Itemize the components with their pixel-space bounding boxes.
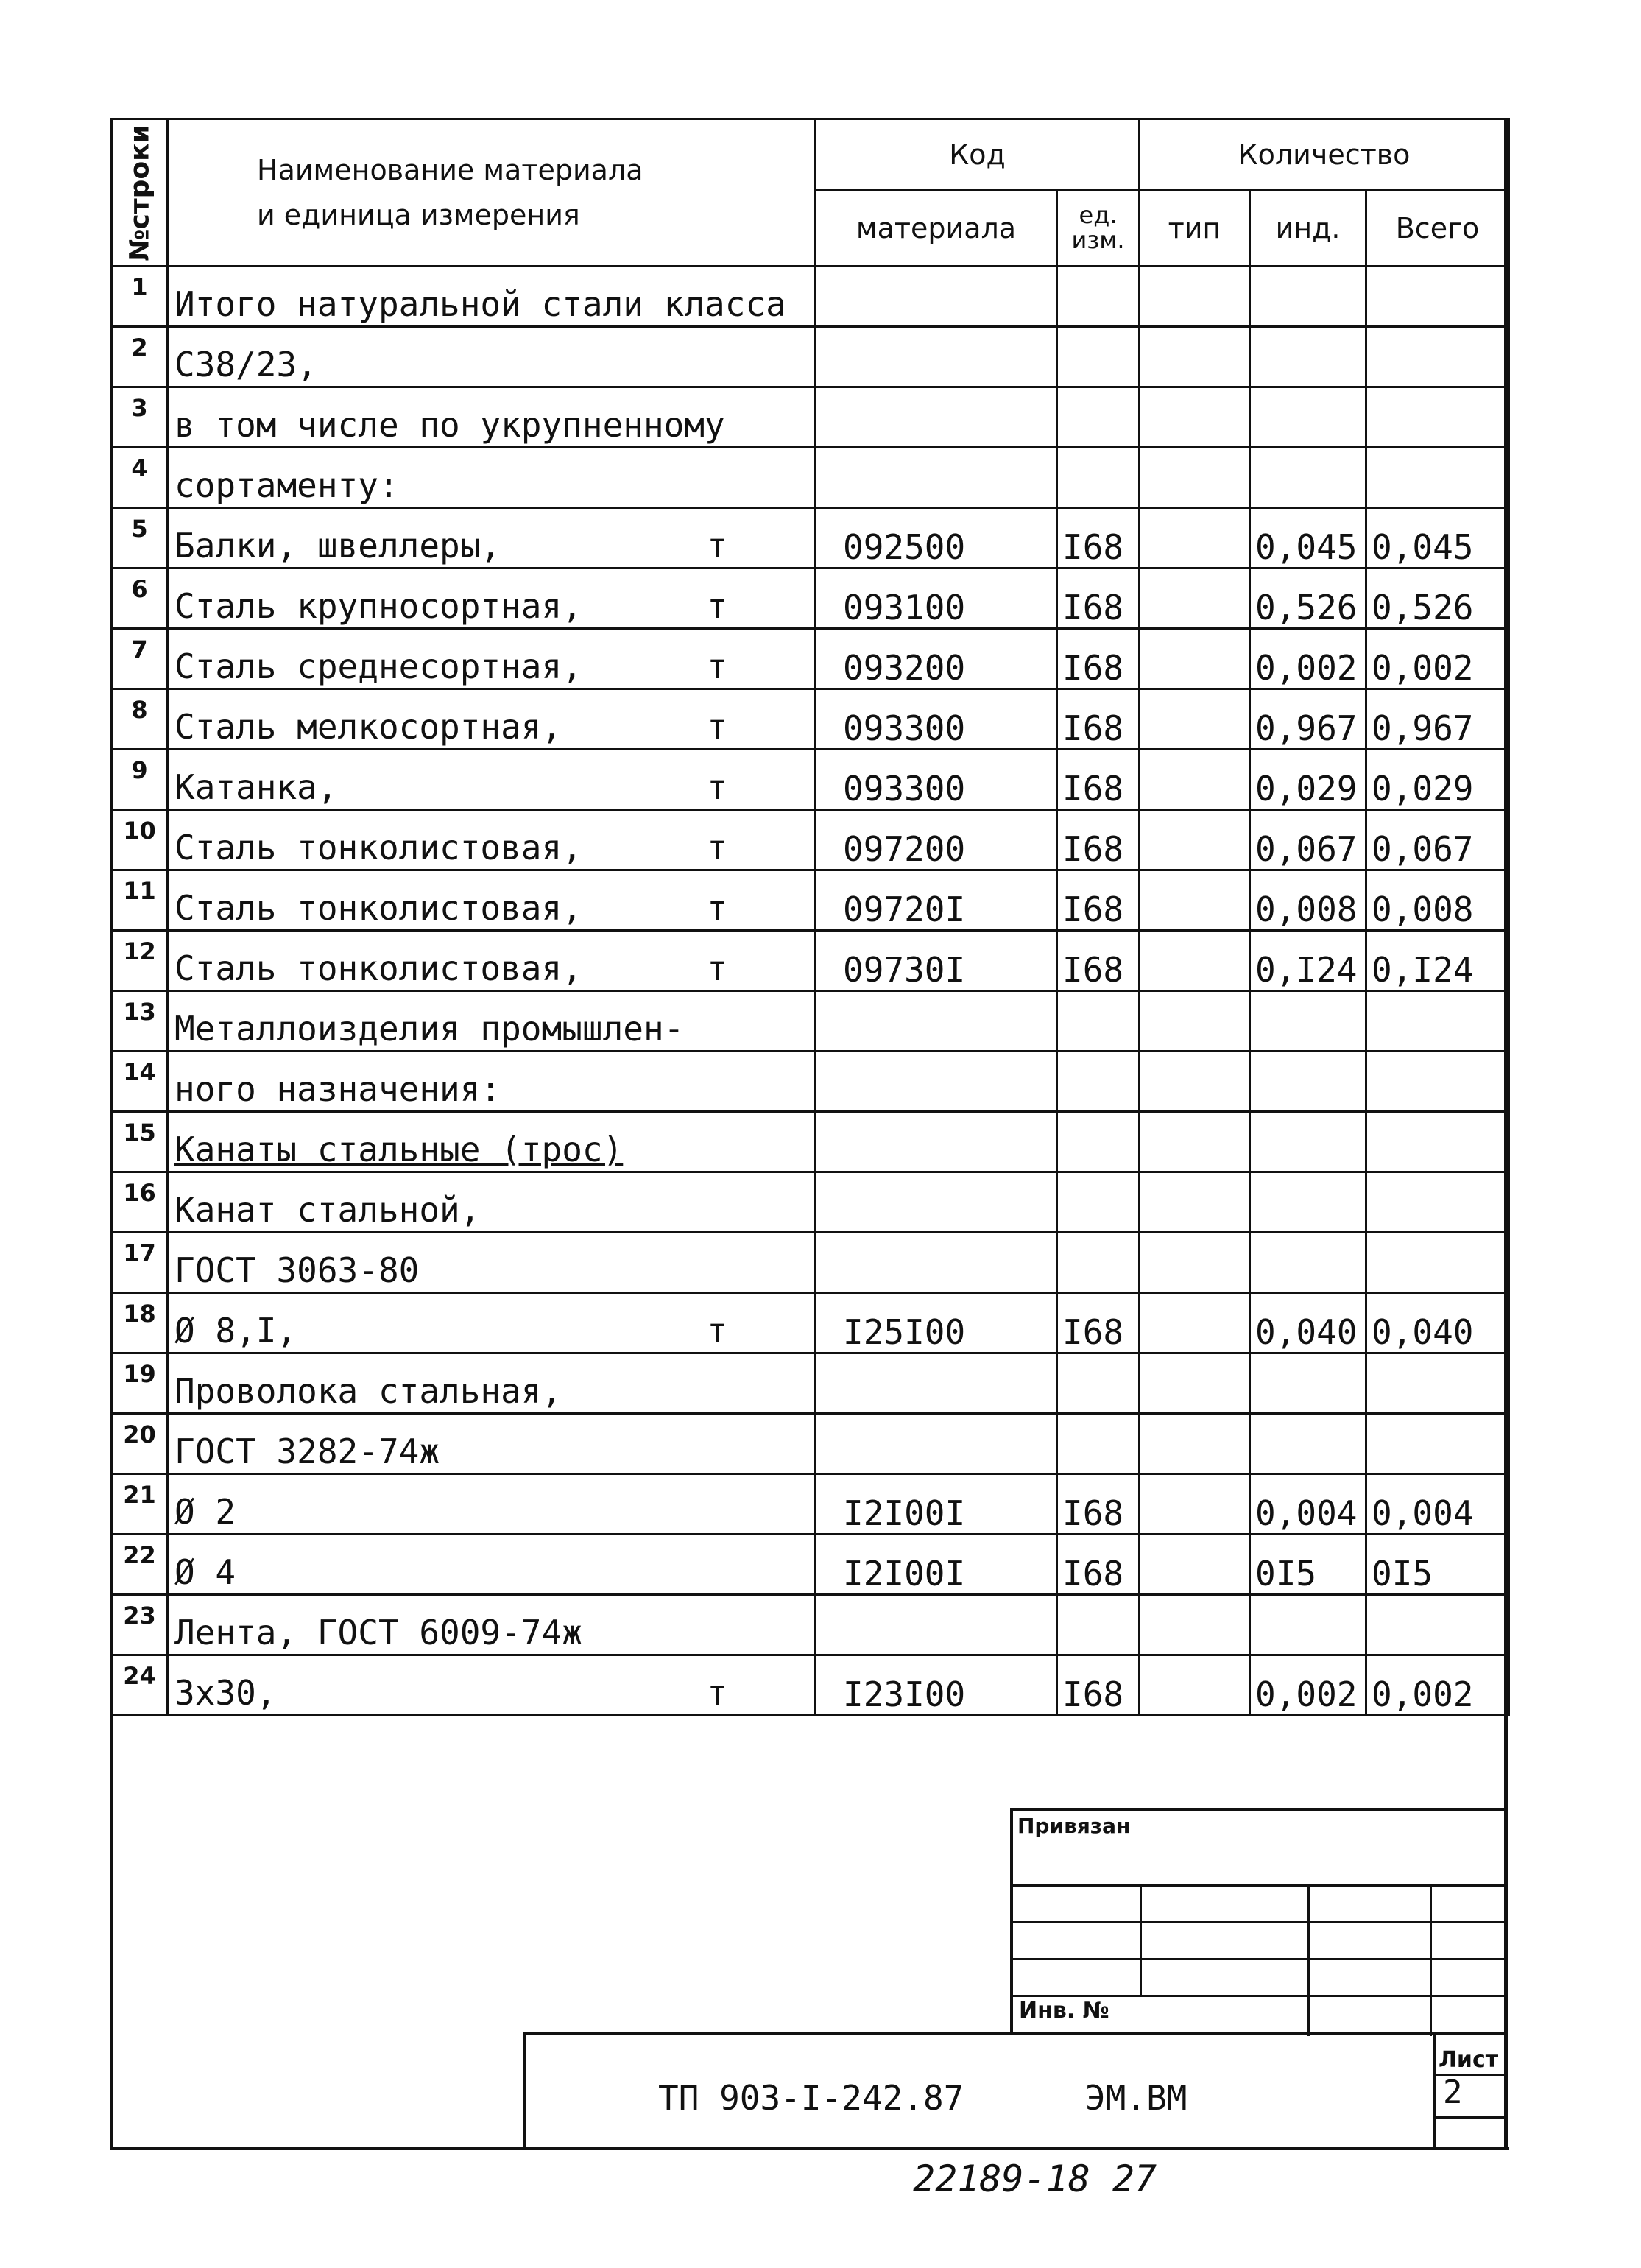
table-row — [112, 267, 1509, 327]
type-quantity — [1140, 508, 1250, 568]
type-quantity — [1140, 1293, 1250, 1353]
total-quantity: 0,008 — [1366, 870, 1509, 931]
bound-block — [1010, 1808, 1504, 2033]
material-name-cell — [168, 810, 816, 870]
individual-quantity: 0,008 — [1250, 870, 1366, 931]
type-quantity — [1140, 327, 1250, 387]
unit-code — [1057, 327, 1140, 387]
total-quantity: 0,004 — [1366, 1474, 1509, 1535]
material-name-cell — [168, 1353, 816, 1414]
total-quantity: 0,002 — [1366, 1655, 1509, 1716]
material-code: 093300 — [816, 689, 1057, 750]
material-name-cell — [168, 508, 816, 568]
unit-code-header: ед. изм. — [1057, 190, 1140, 267]
row-number: 23 — [112, 1595, 168, 1655]
total-quantity — [1366, 1112, 1509, 1172]
individual-quantity — [1250, 448, 1366, 508]
total-quantity: 0,045 — [1366, 508, 1509, 568]
type-header: тип — [1140, 190, 1250, 267]
type-quantity — [1140, 1233, 1250, 1293]
bound-label: Привязан — [1017, 1814, 1131, 1838]
total-quantity: 0I5 — [1366, 1535, 1509, 1595]
material-code — [816, 1595, 1057, 1655]
unit-code: I68 — [1057, 1535, 1140, 1595]
material-name: Сталь среднесортная, — [174, 647, 582, 686]
type-quantity — [1140, 629, 1250, 689]
material-name-header-line2: и единица измерения — [257, 198, 580, 231]
unit-code — [1057, 1052, 1140, 1112]
material-code — [816, 1353, 1057, 1414]
unit-code: I68 — [1057, 1655, 1140, 1716]
total-quantity — [1366, 991, 1509, 1052]
material-code — [816, 1052, 1057, 1112]
individual-quantity: 0,967 — [1250, 689, 1366, 750]
material-name: Сталь тонколистовая, — [174, 828, 582, 867]
material-name: Ø 2 — [174, 1492, 236, 1532]
type-quantity — [1140, 387, 1250, 448]
material-name: Сталь тонколистовая, — [174, 948, 582, 988]
material-code — [816, 991, 1057, 1052]
unit-of-measure: т — [707, 586, 727, 626]
material-name-cell — [168, 1293, 816, 1353]
unit-code — [1057, 991, 1140, 1052]
document-code: ТП 903-I-242.87 — [658, 2078, 964, 2118]
type-quantity — [1140, 870, 1250, 931]
quantity-header: Количество — [1140, 119, 1509, 190]
total-quantity — [1366, 1172, 1509, 1233]
individual-quantity: 0,004 — [1250, 1474, 1366, 1535]
table-row — [112, 387, 1509, 448]
material-code — [816, 267, 1057, 327]
material-name: Катанка, — [174, 767, 338, 807]
row-number: 24 — [112, 1655, 168, 1716]
unit-of-measure: т — [707, 948, 727, 988]
material-name: Сталь мелкосортная, — [174, 707, 562, 747]
material-name-cell — [168, 870, 816, 931]
material-code: I23I00 — [816, 1655, 1057, 1716]
material-name: в том числе по укрупненному — [174, 405, 725, 445]
material-name-cell — [168, 1655, 816, 1716]
row-number: 12 — [112, 931, 168, 991]
unit-code: I68 — [1057, 931, 1140, 991]
table-row — [112, 1233, 1509, 1293]
material-code — [816, 1414, 1057, 1474]
row-number: 21 — [112, 1474, 168, 1535]
material-name-cell — [168, 991, 816, 1052]
individual-quantity — [1250, 267, 1366, 327]
total-quantity: 0,002 — [1366, 629, 1509, 689]
unit-code — [1057, 1595, 1140, 1655]
materials-table — [110, 118, 1510, 1716]
material-name-cell — [168, 327, 816, 387]
individual-quantity — [1250, 1112, 1366, 1172]
material-code — [816, 448, 1057, 508]
material-code: I2I00I — [816, 1535, 1057, 1595]
type-quantity — [1140, 1535, 1250, 1595]
total-quantity — [1366, 267, 1509, 327]
row-number: 6 — [112, 568, 168, 629]
material-code: I2I00I — [816, 1474, 1057, 1535]
individual-quantity — [1250, 1353, 1366, 1414]
type-quantity — [1140, 1474, 1250, 1535]
table-row — [112, 1112, 1509, 1172]
row-number: 16 — [112, 1172, 168, 1233]
material-name-header-line1: Наименование материала — [257, 153, 643, 186]
code-header: Код — [816, 119, 1140, 190]
total-quantity — [1366, 1353, 1509, 1414]
individual-quantity: 0,067 — [1250, 810, 1366, 870]
material-name-cell — [168, 387, 816, 448]
total-quantity — [1366, 1233, 1509, 1293]
material-code: 09720I — [816, 870, 1057, 931]
row-number-header: №строки — [112, 119, 168, 267]
table-row — [112, 931, 1509, 991]
total-quantity — [1366, 387, 1509, 448]
row-number: 14 — [112, 1052, 168, 1112]
row-number: 3 — [112, 387, 168, 448]
footer-number: 22189-18 27 — [913, 2158, 1157, 2200]
material-code: 093100 — [816, 568, 1057, 629]
material-name: Металлоизделия промышлен- — [174, 1009, 685, 1049]
row-number: 17 — [112, 1233, 168, 1293]
type-quantity — [1140, 991, 1250, 1052]
row-number: 9 — [112, 750, 168, 810]
type-quantity — [1140, 689, 1250, 750]
unit-code: I68 — [1057, 750, 1140, 810]
individual-header: инд. — [1250, 190, 1366, 267]
row-number: 10 — [112, 810, 168, 870]
unit-of-measure: т — [707, 888, 727, 928]
row-number: 19 — [112, 1353, 168, 1414]
table-row — [112, 1535, 1509, 1595]
individual-quantity: 0,040 — [1250, 1293, 1366, 1353]
unit-code — [1057, 267, 1140, 327]
material-name-cell — [168, 1535, 816, 1595]
material-name: сортаменту: — [174, 465, 399, 505]
material-name: Канат стальной, — [174, 1190, 481, 1230]
individual-quantity: 0,526 — [1250, 568, 1366, 629]
unit-code — [1057, 1233, 1140, 1293]
individual-quantity — [1250, 1233, 1366, 1293]
material-name: ГОСТ 3282-74ж — [174, 1431, 440, 1471]
unit-code: I68 — [1057, 1474, 1140, 1535]
unit-code: I68 — [1057, 629, 1140, 689]
material-name-cell — [168, 1112, 816, 1172]
material-code — [816, 1172, 1057, 1233]
unit-code — [1057, 1353, 1140, 1414]
table-row — [112, 1414, 1509, 1474]
material-name: 3х30, — [174, 1673, 277, 1713]
material-name-cell — [168, 1052, 816, 1112]
material-code — [816, 327, 1057, 387]
type-quantity — [1140, 1595, 1250, 1655]
type-quantity — [1140, 750, 1250, 810]
individual-quantity — [1250, 991, 1366, 1052]
unit-code: I68 — [1057, 689, 1140, 750]
type-quantity — [1140, 931, 1250, 991]
type-quantity — [1140, 1353, 1250, 1414]
type-quantity — [1140, 1112, 1250, 1172]
type-quantity — [1140, 1414, 1250, 1474]
table-row — [112, 1172, 1509, 1233]
table-row — [112, 1474, 1509, 1535]
unit-of-measure: т — [707, 828, 727, 867]
materials-table-body — [112, 267, 1509, 1716]
material-name: Сталь крупносортная, — [174, 586, 582, 626]
material-name: Канаты стальные (трос) — [174, 1130, 624, 1169]
total-quantity: 0,I24 — [1366, 931, 1509, 991]
type-quantity — [1140, 267, 1250, 327]
sheet-box — [1433, 2035, 1504, 2150]
row-number: 7 — [112, 629, 168, 689]
row-number: 11 — [112, 870, 168, 931]
table-row — [112, 568, 1509, 629]
table-row — [112, 508, 1509, 568]
individual-quantity — [1250, 327, 1366, 387]
inventory-number-label: Инв. № — [1019, 1998, 1109, 2024]
row-number: 22 — [112, 1535, 168, 1595]
material-name-cell — [168, 1414, 816, 1474]
material-name-cell — [168, 1595, 816, 1655]
unit-code: I68 — [1057, 568, 1140, 629]
row-number: 2 — [112, 327, 168, 387]
row-number: 13 — [112, 991, 168, 1052]
material-name: С38/23, — [174, 345, 317, 384]
material-name-cell — [168, 267, 816, 327]
material-code: 093300 — [816, 750, 1057, 810]
table-row — [112, 870, 1509, 931]
individual-quantity: 0,I24 — [1250, 931, 1366, 991]
type-quantity — [1140, 1052, 1250, 1112]
unit-code — [1057, 1414, 1140, 1474]
table-row — [112, 689, 1509, 750]
material-name: Итого натуральной стали класса — [174, 284, 786, 324]
unit-code: I68 — [1057, 508, 1140, 568]
unit-of-measure: т — [707, 526, 727, 566]
unit-of-measure: т — [707, 1311, 727, 1350]
unit-code — [1057, 387, 1140, 448]
row-number: 20 — [112, 1414, 168, 1474]
unit-code: I68 — [1057, 870, 1140, 931]
type-quantity — [1140, 448, 1250, 508]
total-quantity — [1366, 1595, 1509, 1655]
material-code: 097200 — [816, 810, 1057, 870]
unit-code: I68 — [1057, 810, 1140, 870]
total-quantity — [1366, 327, 1509, 387]
material-code: 093200 — [816, 629, 1057, 689]
individual-quantity: 0,029 — [1250, 750, 1366, 810]
sheet-label: Лист — [1439, 2047, 1499, 2073]
total-header: Всего — [1366, 190, 1509, 267]
material-name-cell — [168, 689, 816, 750]
material-name-cell — [168, 568, 816, 629]
material-name-cell — [168, 750, 816, 810]
total-quantity: 0,967 — [1366, 689, 1509, 750]
total-quantity — [1366, 1414, 1509, 1474]
material-code — [816, 387, 1057, 448]
row-number: 1 — [112, 267, 168, 327]
table-row — [112, 1052, 1509, 1112]
document-mark: ЭМ.ВМ — [1085, 2078, 1187, 2118]
material-name: ГОСТ 3063-80 — [174, 1250, 420, 1290]
unit-code — [1057, 448, 1140, 508]
unit-code: I68 — [1057, 1293, 1140, 1353]
table-row — [112, 810, 1509, 870]
material-code — [816, 1233, 1057, 1293]
table-row — [112, 991, 1509, 1052]
individual-quantity — [1250, 1595, 1366, 1655]
total-quantity: 0,040 — [1366, 1293, 1509, 1353]
title-block — [523, 2032, 1504, 2150]
individual-quantity — [1250, 1414, 1366, 1474]
row-number: 4 — [112, 448, 168, 508]
material-name-cell — [168, 1172, 816, 1233]
material-name: Сталь тонколистовая, — [174, 888, 582, 928]
unit-of-measure: т — [707, 1673, 727, 1713]
unit-of-measure: т — [707, 647, 727, 686]
material-name-header — [168, 119, 816, 267]
total-quantity: 0,526 — [1366, 568, 1509, 629]
table-row — [112, 1353, 1509, 1414]
total-quantity: 0,029 — [1366, 750, 1509, 810]
material-code: 09730I — [816, 931, 1057, 991]
material-name: ного назначения: — [174, 1069, 501, 1109]
table-row — [112, 1595, 1509, 1655]
type-quantity — [1140, 1172, 1250, 1233]
row-number: 15 — [112, 1112, 168, 1172]
individual-quantity: 0,045 — [1250, 508, 1366, 568]
individual-quantity: 0I5 — [1250, 1535, 1366, 1595]
material-name: Балки, швеллеры, — [174, 526, 501, 566]
total-quantity — [1366, 448, 1509, 508]
row-number: 8 — [112, 689, 168, 750]
unit-of-measure: т — [707, 767, 727, 807]
unit-code — [1057, 1172, 1140, 1233]
type-quantity — [1140, 568, 1250, 629]
total-quantity: 0,067 — [1366, 810, 1509, 870]
individual-quantity — [1250, 1052, 1366, 1112]
table-row — [112, 1293, 1509, 1353]
individual-quantity — [1250, 387, 1366, 448]
material-code: I25I00 — [816, 1293, 1057, 1353]
row-number: 5 — [112, 508, 168, 568]
individual-quantity: 0,002 — [1250, 1655, 1366, 1716]
individual-quantity: 0,002 — [1250, 629, 1366, 689]
total-quantity — [1366, 1052, 1509, 1112]
material-name: Ø 8,I, — [174, 1311, 297, 1350]
table-row — [112, 327, 1509, 387]
material-name: Проволока стальная, — [174, 1371, 562, 1411]
material-code: 092500 — [816, 508, 1057, 568]
material-name: Ø 4 — [174, 1552, 236, 1592]
unit-of-measure: т — [707, 707, 727, 747]
material-name-cell — [168, 448, 816, 508]
row-number: 18 — [112, 1293, 168, 1353]
material-name-cell — [168, 931, 816, 991]
sheet-number: 2 — [1443, 2074, 1463, 2111]
unit-code — [1057, 1112, 1140, 1172]
table-row — [112, 629, 1509, 689]
material-name-cell — [168, 629, 816, 689]
material-code — [816, 1112, 1057, 1172]
table-row — [112, 448, 1509, 508]
type-quantity — [1140, 810, 1250, 870]
material-name: Лента, ГОСТ 6009-74ж — [174, 1613, 582, 1652]
type-quantity — [1140, 1655, 1250, 1716]
material-name-cell — [168, 1233, 816, 1293]
table-row — [112, 1655, 1509, 1716]
material-name-cell — [168, 1474, 816, 1535]
individual-quantity — [1250, 1172, 1366, 1233]
table-row — [112, 750, 1509, 810]
material-code-header: материала — [816, 190, 1057, 267]
